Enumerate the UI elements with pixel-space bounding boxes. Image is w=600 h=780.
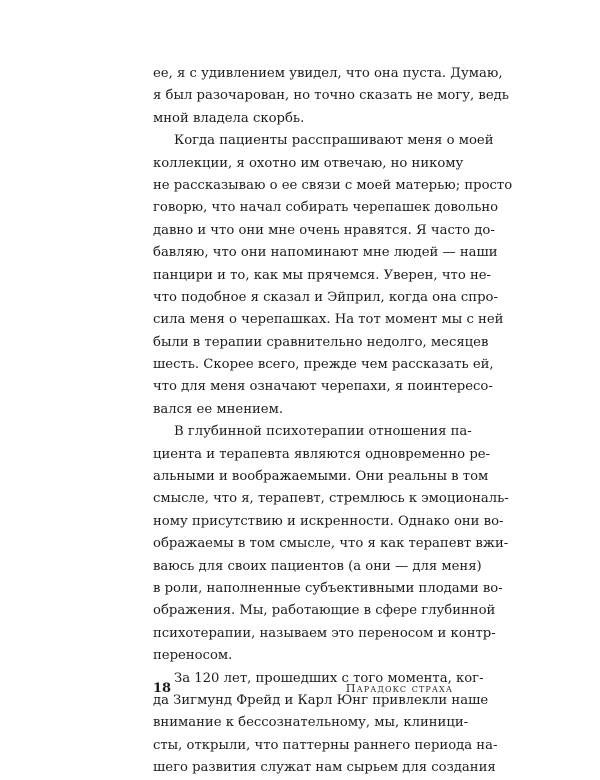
body-text xyxy=(153,63,513,780)
text-line: что подобное я сказал и Эйприл, когда она спро- xyxy=(153,289,498,305)
text-line: бавляю, что они напоминают мне людей — наши xyxy=(153,245,498,261)
text-line: психотерапии, называем это переносом и контр- xyxy=(153,625,496,641)
text-line: да Зигмунд Фрейд и Карл Юнг привлекли наше xyxy=(153,692,489,708)
text-line: переносом. xyxy=(153,648,233,664)
page-footer xyxy=(153,678,453,700)
text-line: вался ее мнением. xyxy=(153,401,284,417)
text-line: сты, открыли, что паттерны раннего периода на- xyxy=(153,737,498,753)
text-line: внимание к бессознательному, мы, клиници- xyxy=(153,715,469,731)
text-line: Когда пациенты расспрашивают меня о моей xyxy=(174,133,494,149)
text-line: панцири и то, как мы прячемся. Уверен, что не- xyxy=(153,267,492,283)
text-line: ображаемы в том смысле, что я как терапевт вжи- xyxy=(153,536,509,552)
text-line: мной владела скорбь. xyxy=(153,110,305,126)
page-number: 18 xyxy=(153,681,172,696)
text-line: В глубинной психотерапии отношения па- xyxy=(174,424,472,440)
text-line: альными и воображаемыми. Они реальны в том xyxy=(153,469,489,485)
text-line: ваюсь для своих пациентов (а они — для меня) xyxy=(153,558,482,574)
text-line: сила меня о черепашках. На тот момент мы с ней xyxy=(153,312,504,328)
text-line: я был разочарован, но точно сказать не могу, ведь xyxy=(153,88,509,104)
text-line: в роли, наполненные субъективными плодами во- xyxy=(153,580,503,596)
text-line: говорю, что начал собирать черепашек довольно xyxy=(153,200,499,216)
text-line: давно и что они мне очень нравятся. Я часто до- xyxy=(153,222,495,238)
running-title: Парадокс страха xyxy=(345,682,453,695)
text-line: ображения. Мы, работающие в сфере глубинной xyxy=(153,603,496,619)
text-line: шесть. Скорее всего, прежде чем рассказать ей, xyxy=(153,357,494,373)
text-line: были в терапии сравнительно недолго, месяцев xyxy=(153,334,489,350)
text-line: коллекции, я охотно им отвечаю, но никому xyxy=(153,155,464,171)
text-line: За 120 лет, прошедших с того момента, ког- xyxy=(174,670,484,686)
text-line: циента и терапевта являются одновременно ре- xyxy=(153,446,491,462)
text-line: что для меня означают черепахи, я поинтересо- xyxy=(153,379,493,395)
text-line: ее, я с удивлением увидел, что она пуста. Думаю, xyxy=(153,66,503,81)
text-line: шего развития служат нам сырьем для создания xyxy=(153,760,496,776)
text-line: смысле, что я, терапевт, стремлюсь к эмоциональ- xyxy=(153,491,509,507)
text-line: ному присутствию и искренности. Однако они во- xyxy=(153,513,504,529)
text-line: не рассказываю о ее связи с моей матерью; просто xyxy=(153,177,513,193)
